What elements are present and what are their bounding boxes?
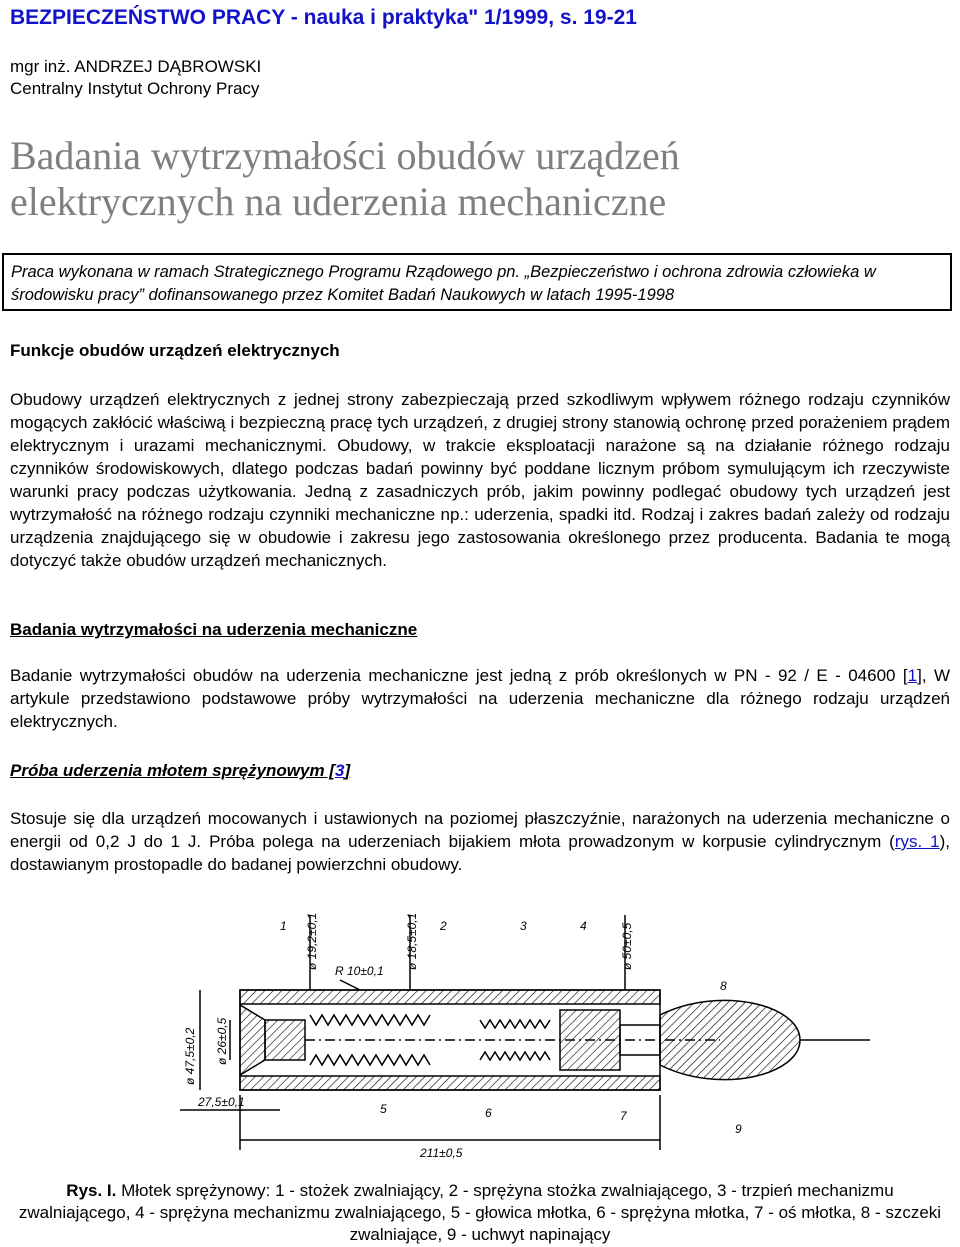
spring-lower [310,1055,430,1065]
heading-text-end: ] [344,761,351,780]
part-number: 9 [735,1122,742,1136]
body-text: ), dostawianym prostopadle do badanej powierzchni obudowy. [10,832,951,874]
body-text: Badanie wytrzymałości obudów na uderzenia mechaniczne jest jedną z prób określonych w PN - 92 / E - 04600 [ [10,666,908,685]
dim-leader-radius [340,980,360,990]
dim-label: ø 18,5±0,1 [405,912,419,970]
dim-label: R 10±0,1 [335,964,384,978]
author-block [10,56,261,100]
dim-label: 27,5±0,1 [198,1095,245,1109]
section-heading-impact-tests: Badania wytrzymałości na uderzenia mechaniczne [10,620,418,639]
part-number: 8 [720,979,727,993]
part-number: 2 [440,919,447,933]
figure-link-rys-1[interactable]: rys. 1 [894,832,940,851]
reference-link-3[interactable]: 3 [334,761,345,780]
part-number: 4 [580,919,587,933]
body-wall-bottom [240,1076,660,1090]
part-number: 1 [280,919,287,933]
body-text: ], W artykule przedstawiono podstawowe próby wytrzymałości na uderzenia mechaniczne dla różnego rodzaju urządzeń elektrycznych. [10,666,951,731]
dim-label: 211±0,5 [420,1146,463,1160]
journal-citation: BEZPIECZEŃSTWO PRACY - nauka i praktyka" 1/1999, s. 19-21 [10,6,637,29]
part-number: 5 [380,1102,387,1116]
dim-label: ø 47,5±0,2 [183,1027,197,1085]
reference-link-1[interactable]: 1 [907,666,918,685]
section-heading-functions: Funkcje obudów urządzeń elektrycznych [10,341,340,360]
author-institution: Centralny Instytut Ochrony Pracy [10,79,260,98]
article-title [10,133,950,225]
part-number: 6 [485,1106,492,1120]
part-number: 7 [620,1109,627,1123]
spring-upper [310,1015,430,1025]
section-body-functions: Obudowy urządzeń elektrycznych z jednej strony zabezpieczają przed szkodliwym wpływem różnego rodzaju czynników mogących zakłócić właściwą i bezpieczną pracę tych urządzeń, z drugiej strony stanowią ochronę przed porażeniem prądem elektrycznym i urazami mechanicznymi. Obudowy, w trakcie eksploatacji narażone są na działanie różnego rodzaju czynników środowiskowych, dlatego podczas badań powinny być poddane licznym próbom symulującym ich rzeczywiste warunki pracy podczas użytkowania. Jedną z zasadniczych prób, jakim powinny podlegać obudowy tych urządzeń jest wytrzymałość na różnego rodzaju czynniki mechaniczne np.: uderzenia, spadki itd. Rodzaj i zakres badań zależy od rodzaju urządzenia znajdującego się w obudowie i zakresu jego zastosowania określonego przez producenta. Badania te mogą dotyczyć także obudów urządzeń mechanicznych. [10,390,950,570]
release-cone [240,1005,265,1075]
spring-hammer-drawing [80,895,900,1170]
part-number: 3 [520,919,527,933]
section-body-impact-tests [10,664,950,733]
article-title-line2: elektrycznych na uderzenia mechaniczne [10,179,667,224]
caption-label: Rys. I. [66,1181,117,1200]
figure-caption [10,1180,950,1246]
grant-note-box: Praca wykonana w ramach Strategicznego Programu Rządowego pn. „Bezpieczeństwo i ochrona zdrowia człowieka w środowisku pracy” dofinansowanego przez Komitet Badań Naukowych w latach 1995-1998 [2,253,952,311]
section-body-spring-hammer [10,807,950,876]
release-spring-lower [480,1052,550,1060]
dim-label: ø 19,2±0,1 [305,912,319,970]
dim-label: ø 26±0,5 [215,1017,229,1065]
section-heading-spring-hammer [10,761,350,781]
body-text: Stosuje się dla urządzeń mocowanych i ustawionych na poziomej płaszczyźnie, narażonych na uderzenia mechaniczne o energii od 0,2 J do 1 J. Próba polega na uderzeniach bijakiem młota prowadzonym w korpusie cylindrycznym ( [10,809,950,851]
body-wall-top [240,990,660,1004]
article-title-line1: Badania wytrzymałości obudów urządzeń [10,133,680,178]
release-spring-upper [480,1020,550,1028]
caption-text: Młotek sprężynowy: 1 - stożek zwalniający, 2 - sprężyna stożka zwalniającego, 3 - trzpień mechanizmu zwalniającego, 4 - sprężyna mechanizmu zwalniającego, 5 - głowica młotka, 6 - sprężyna młotka, 7 - oś młotka, 8 - szczeki zwalniające, 9 - uchwyt napinający [18,1181,942,1244]
heading-text: Próba uderzenia młotem sprężynowym [ [10,761,335,780]
author-name: mgr inż. ANDRZEJ DĄBROWSKI [10,57,262,76]
dim-label: ø 50±0,5 [620,922,634,970]
hammer-head [265,1020,305,1060]
tensioning-knob [660,1000,800,1079]
release-jaws [560,1010,620,1070]
